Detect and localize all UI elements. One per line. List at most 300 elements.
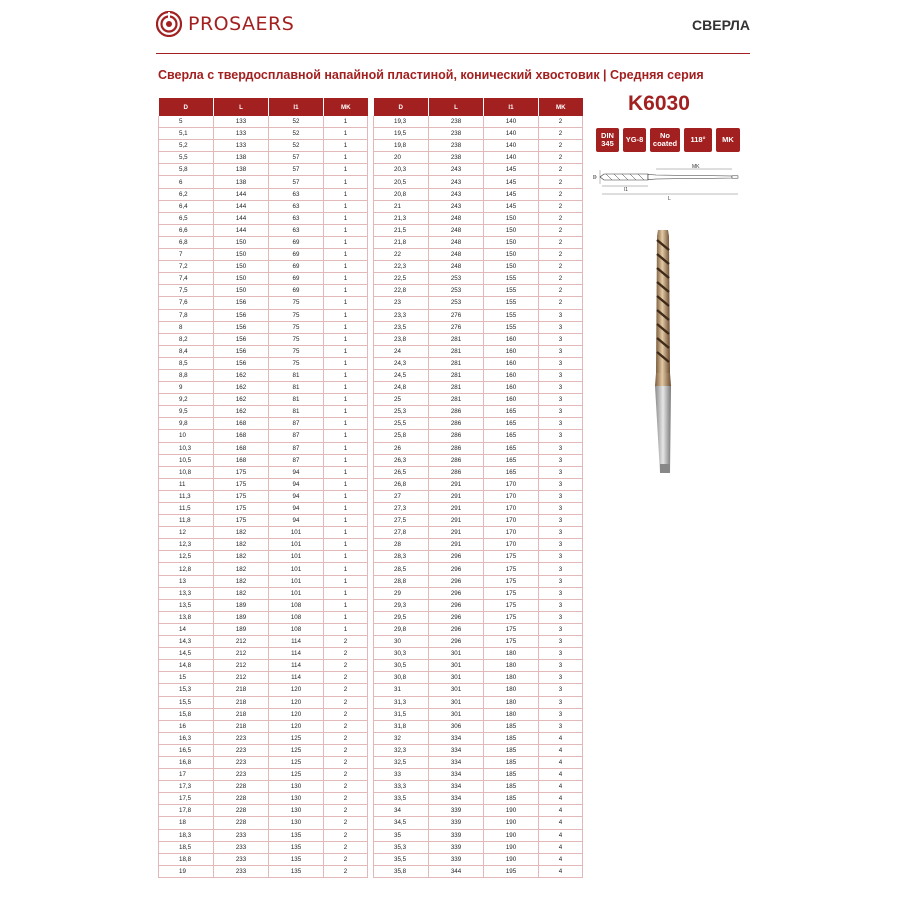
table-row (374, 212, 583, 224)
table-cell: 175 (484, 636, 539, 648)
table-row (159, 841, 368, 853)
table-cell: 9,5 (159, 406, 214, 418)
table-cell: 156 (214, 309, 269, 321)
table-cell: 162 (214, 406, 269, 418)
brand-logo (156, 10, 294, 38)
table-cell: 1 (324, 539, 368, 551)
table-cell: 150 (214, 236, 269, 248)
table-cell: 145 (484, 164, 539, 176)
column-header: D (374, 98, 429, 116)
table-cell: 2 (324, 636, 368, 648)
table-row (159, 466, 368, 478)
table-cell: 26,8 (374, 478, 429, 490)
column-header: l1 (484, 98, 539, 116)
table-cell: 21,3 (374, 212, 429, 224)
table-row (159, 660, 368, 672)
table-row (159, 587, 368, 599)
table-row (159, 128, 368, 140)
table-cell: 15,3 (159, 684, 214, 696)
table-cell: 32,3 (374, 744, 429, 756)
table-cell: 170 (484, 515, 539, 527)
table-cell: 135 (269, 853, 324, 865)
table-cell: 1 (324, 478, 368, 490)
table-cell: 301 (429, 660, 484, 672)
table-cell: 34 (374, 805, 429, 817)
table-cell: 3 (539, 599, 583, 611)
table-cell: 22,3 (374, 261, 429, 273)
table-cell: 1 (324, 466, 368, 478)
table-row (159, 454, 368, 466)
table-cell: 30,5 (374, 660, 429, 672)
table-row (374, 321, 583, 333)
table-cell: 248 (429, 236, 484, 248)
table-row (374, 188, 583, 200)
table-cell: 29,5 (374, 611, 429, 623)
table-cell: 155 (484, 285, 539, 297)
table-cell: 57 (269, 164, 324, 176)
table-cell: 120 (269, 720, 324, 732)
table-cell: 1 (324, 188, 368, 200)
table-row (374, 660, 583, 672)
table-cell: 2 (324, 841, 368, 853)
table-cell: 94 (269, 515, 324, 527)
diagram-label-l: L (668, 196, 671, 202)
table-cell: 9 (159, 382, 214, 394)
table-cell: 3 (539, 611, 583, 623)
table-cell: 170 (484, 490, 539, 502)
table-cell: 125 (269, 769, 324, 781)
table-cell: 75 (269, 309, 324, 321)
table-cell: 175 (214, 503, 269, 515)
table-cell: 31,3 (374, 696, 429, 708)
table-cell: 1 (324, 551, 368, 563)
table-cell: 155 (484, 273, 539, 285)
table-cell: 32 (374, 732, 429, 744)
table-cell: 28,5 (374, 563, 429, 575)
table-row (374, 575, 583, 587)
table-cell: 2 (539, 224, 583, 236)
table-cell: 281 (429, 333, 484, 345)
table-row (374, 369, 583, 381)
table-cell: 17 (159, 769, 214, 781)
table-cell: 182 (214, 527, 269, 539)
table-row (374, 611, 583, 623)
table-cell: 14 (159, 623, 214, 635)
table-cell: 1 (324, 236, 368, 248)
table-cell: 170 (484, 527, 539, 539)
table-cell: 3 (539, 382, 583, 394)
table-cell: 2 (539, 285, 583, 297)
table-cell: 94 (269, 503, 324, 515)
table-cell: 4 (539, 732, 583, 744)
table-cell: 156 (214, 297, 269, 309)
table-cell: 6,5 (159, 212, 214, 224)
table-cell: 2 (324, 865, 368, 877)
table-cell: 101 (269, 575, 324, 587)
table-cell: 13 (159, 575, 214, 587)
table-cell: 14,5 (159, 648, 214, 660)
table-row (159, 394, 368, 406)
table-cell: 228 (214, 781, 269, 793)
table-cell: 339 (429, 817, 484, 829)
table-row (159, 345, 368, 357)
table-cell: 218 (214, 696, 269, 708)
table-row (159, 684, 368, 696)
table-cell: 18,3 (159, 829, 214, 841)
table-cell: 190 (484, 829, 539, 841)
table-cell: 135 (269, 841, 324, 853)
table-row (159, 261, 368, 273)
table-cell: 3 (539, 684, 583, 696)
table-row (159, 406, 368, 418)
table-cell: 52 (269, 128, 324, 140)
table-cell: 1 (324, 527, 368, 539)
table-cell: 18 (159, 817, 214, 829)
table-cell: 133 (214, 116, 269, 128)
table-cell: 180 (484, 684, 539, 696)
table-cell: 138 (214, 164, 269, 176)
table-cell: 138 (214, 152, 269, 164)
table-cell: 223 (214, 769, 269, 781)
table-cell: 8,5 (159, 357, 214, 369)
table-cell: 2 (539, 116, 583, 128)
table-cell: 24 (374, 345, 429, 357)
table-cell: 291 (429, 490, 484, 502)
table-row (159, 309, 368, 321)
table-cell: 170 (484, 478, 539, 490)
table-cell: 223 (214, 732, 269, 744)
table-cell: 2 (324, 744, 368, 756)
table-cell: 162 (214, 394, 269, 406)
table-cell: 1 (324, 333, 368, 345)
table-row (159, 563, 368, 575)
table-cell: 11,8 (159, 515, 214, 527)
drill-image (640, 228, 690, 483)
table-cell: 75 (269, 321, 324, 333)
table-cell: 19,5 (374, 128, 429, 140)
table-cell: 156 (214, 321, 269, 333)
table-cell: 101 (269, 587, 324, 599)
table-cell: 25,5 (374, 418, 429, 430)
table-cell: 1 (324, 212, 368, 224)
table-cell: 25 (374, 394, 429, 406)
table-cell: 3 (539, 660, 583, 672)
table-cell: 31,5 (374, 708, 429, 720)
table-cell: 334 (429, 769, 484, 781)
table-row (374, 563, 583, 575)
table-cell: 69 (269, 236, 324, 248)
table-cell: 301 (429, 672, 484, 684)
table-cell: 18,5 (159, 841, 214, 853)
table-cell: 1 (324, 128, 368, 140)
table-row (374, 515, 583, 527)
table-cell: 175 (214, 515, 269, 527)
table-cell: 175 (484, 611, 539, 623)
table-row (374, 430, 583, 442)
table-cell: 189 (214, 611, 269, 623)
table-cell: 20,5 (374, 176, 429, 188)
table-cell: 1 (324, 176, 368, 188)
table-cell: 228 (214, 817, 269, 829)
table-cell: 63 (269, 200, 324, 212)
table-cell: 3 (539, 369, 583, 381)
table-cell: 33 (374, 769, 429, 781)
table-cell: 140 (484, 116, 539, 128)
table-row (159, 297, 368, 309)
table-cell: 75 (269, 297, 324, 309)
table-cell: 1 (324, 249, 368, 261)
table-cell: 3 (539, 333, 583, 345)
table-cell: 3 (539, 527, 583, 539)
table-cell: 180 (484, 672, 539, 684)
table-row (374, 696, 583, 708)
table-cell: 3 (539, 490, 583, 502)
table-cell: 218 (214, 684, 269, 696)
table-cell: 2 (539, 236, 583, 248)
table-row (159, 382, 368, 394)
table-cell: 3 (539, 636, 583, 648)
table-cell: 5,2 (159, 140, 214, 152)
table-cell: 6 (159, 176, 214, 188)
table-cell: 31,8 (374, 720, 429, 732)
table-row (159, 418, 368, 430)
table-cell: 3 (539, 648, 583, 660)
table-cell: 2 (324, 720, 368, 732)
table-cell: 7,4 (159, 273, 214, 285)
table-row (374, 708, 583, 720)
table-cell: 301 (429, 684, 484, 696)
table-cell: 334 (429, 781, 484, 793)
table-cell: 2 (539, 176, 583, 188)
table-cell: 108 (269, 599, 324, 611)
column-header: D (159, 98, 214, 116)
table-cell: 190 (484, 805, 539, 817)
table-cell: 12,3 (159, 539, 214, 551)
table-cell: 138 (214, 176, 269, 188)
table-cell: 13,5 (159, 599, 214, 611)
table-row (374, 769, 583, 781)
table-cell: 75 (269, 357, 324, 369)
table-cell: 2 (324, 829, 368, 841)
table-cell: 4 (539, 805, 583, 817)
table-cell: 2 (539, 140, 583, 152)
table-cell: 150 (214, 261, 269, 273)
table-cell: 75 (269, 345, 324, 357)
table-cell: 32,5 (374, 756, 429, 768)
table-row (374, 817, 583, 829)
table-cell: 175 (484, 563, 539, 575)
table-row (159, 369, 368, 381)
brand-name: PROSAERS (188, 13, 295, 35)
table-cell: 144 (214, 200, 269, 212)
table-cell: 228 (214, 805, 269, 817)
table-cell: 286 (429, 430, 484, 442)
table-cell: 114 (269, 648, 324, 660)
table-row (159, 769, 368, 781)
table-cell: 1 (324, 261, 368, 273)
table-row (374, 732, 583, 744)
table-row (159, 611, 368, 623)
table-row (374, 442, 583, 454)
table-cell: 165 (484, 454, 539, 466)
table-cell: 233 (214, 853, 269, 865)
table-cell: 1 (324, 369, 368, 381)
table-cell: 69 (269, 285, 324, 297)
table-cell: 156 (214, 357, 269, 369)
table-cell: 212 (214, 660, 269, 672)
table-row (159, 285, 368, 297)
table-cell: 223 (214, 744, 269, 756)
table-cell: 13,3 (159, 587, 214, 599)
table-cell: 24,5 (374, 369, 429, 381)
table-row (159, 708, 368, 720)
table-row (374, 744, 583, 756)
table-cell: 185 (484, 720, 539, 732)
table-cell: 150 (214, 273, 269, 285)
table-cell: 165 (484, 430, 539, 442)
table-row (159, 817, 368, 829)
table-cell: 296 (429, 575, 484, 587)
table-cell: 20,8 (374, 188, 429, 200)
table-cell: 180 (484, 660, 539, 672)
table-cell: 1 (324, 345, 368, 357)
table-cell: 31 (374, 684, 429, 696)
table-cell: 150 (484, 261, 539, 273)
table-cell: 63 (269, 188, 324, 200)
table-cell: 1 (324, 152, 368, 164)
table-cell: 1 (324, 503, 368, 515)
table-cell: 301 (429, 708, 484, 720)
table-cell: 296 (429, 623, 484, 635)
table-row (159, 503, 368, 515)
table-cell: 5,1 (159, 128, 214, 140)
table-cell: 25,3 (374, 406, 429, 418)
table-cell: 306 (429, 720, 484, 732)
table-cell: 180 (484, 708, 539, 720)
table-row (374, 249, 583, 261)
table-row (159, 781, 368, 793)
table-cell: 28 (374, 539, 429, 551)
table-cell: 189 (214, 623, 269, 635)
table-cell: 5 (159, 116, 214, 128)
table-cell: 8 (159, 321, 214, 333)
table-cell: 160 (484, 333, 539, 345)
table-cell: 286 (429, 454, 484, 466)
table-cell: 175 (214, 490, 269, 502)
table-row (374, 648, 583, 660)
table-row (374, 382, 583, 394)
table-cell: 1 (324, 442, 368, 454)
table-cell: 57 (269, 152, 324, 164)
table-cell: 19 (159, 865, 214, 877)
table-cell: 2 (324, 696, 368, 708)
table-cell: 125 (269, 756, 324, 768)
table-row (374, 587, 583, 599)
table-cell: 94 (269, 466, 324, 478)
table-cell: 17,8 (159, 805, 214, 817)
table-cell: 1 (324, 587, 368, 599)
table-row (159, 853, 368, 865)
table-cell: 114 (269, 672, 324, 684)
table-cell: 69 (269, 273, 324, 285)
table-cell: 22,8 (374, 285, 429, 297)
table-cell: 23,8 (374, 333, 429, 345)
table-cell: 1 (324, 575, 368, 587)
table-cell: 4 (539, 744, 583, 756)
table-cell: 156 (214, 345, 269, 357)
table-cell: 135 (269, 865, 324, 877)
table-cell: 150 (484, 236, 539, 248)
table-cell: 1 (324, 382, 368, 394)
table-cell: 155 (484, 309, 539, 321)
column-header: l1 (269, 98, 324, 116)
table-cell: 15,8 (159, 708, 214, 720)
table-cell: 301 (429, 648, 484, 660)
table-cell: 2 (324, 853, 368, 865)
table-cell: 1 (324, 224, 368, 236)
table-cell: 296 (429, 611, 484, 623)
table-cell: 182 (214, 563, 269, 575)
table-cell: 2 (539, 200, 583, 212)
table-row (374, 224, 583, 236)
drill-dimension-diagram (592, 160, 742, 206)
table-row (159, 152, 368, 164)
table-cell: 3 (539, 478, 583, 490)
table-cell: 160 (484, 369, 539, 381)
table-cell: 1 (324, 357, 368, 369)
table-cell: 5,5 (159, 152, 214, 164)
table-cell: 17,5 (159, 793, 214, 805)
table-cell: 6,6 (159, 224, 214, 236)
table-cell: 218 (214, 708, 269, 720)
table-cell: 13,8 (159, 611, 214, 623)
table-row (159, 829, 368, 841)
table-cell: 170 (484, 503, 539, 515)
table-cell: 238 (429, 140, 484, 152)
table-cell: 165 (484, 406, 539, 418)
table-row (374, 805, 583, 817)
size-table-left (158, 98, 368, 878)
table-row (374, 309, 583, 321)
table-cell: 7,2 (159, 261, 214, 273)
table-cell: 30 (374, 636, 429, 648)
table-cell: 248 (429, 261, 484, 273)
table-row (374, 684, 583, 696)
table-cell: 218 (214, 720, 269, 732)
table-cell: 1 (324, 515, 368, 527)
table-cell: 185 (484, 781, 539, 793)
table-cell: 281 (429, 369, 484, 381)
table-cell: 101 (269, 527, 324, 539)
table-cell: 3 (539, 418, 583, 430)
table-row (159, 539, 368, 551)
material-badge: YG-8 (623, 128, 646, 152)
table-cell: 165 (484, 466, 539, 478)
table-cell: 145 (484, 176, 539, 188)
table-cell: 26,5 (374, 466, 429, 478)
table-cell: 3 (539, 696, 583, 708)
table-cell: 238 (429, 128, 484, 140)
table-cell: 87 (269, 454, 324, 466)
table-cell: 276 (429, 321, 484, 333)
table-row (374, 623, 583, 635)
table-cell: 33,3 (374, 781, 429, 793)
table-cell: 16 (159, 720, 214, 732)
table-cell: 1 (324, 200, 368, 212)
table-row (374, 478, 583, 490)
table-cell: 168 (214, 454, 269, 466)
table-row (159, 140, 368, 152)
